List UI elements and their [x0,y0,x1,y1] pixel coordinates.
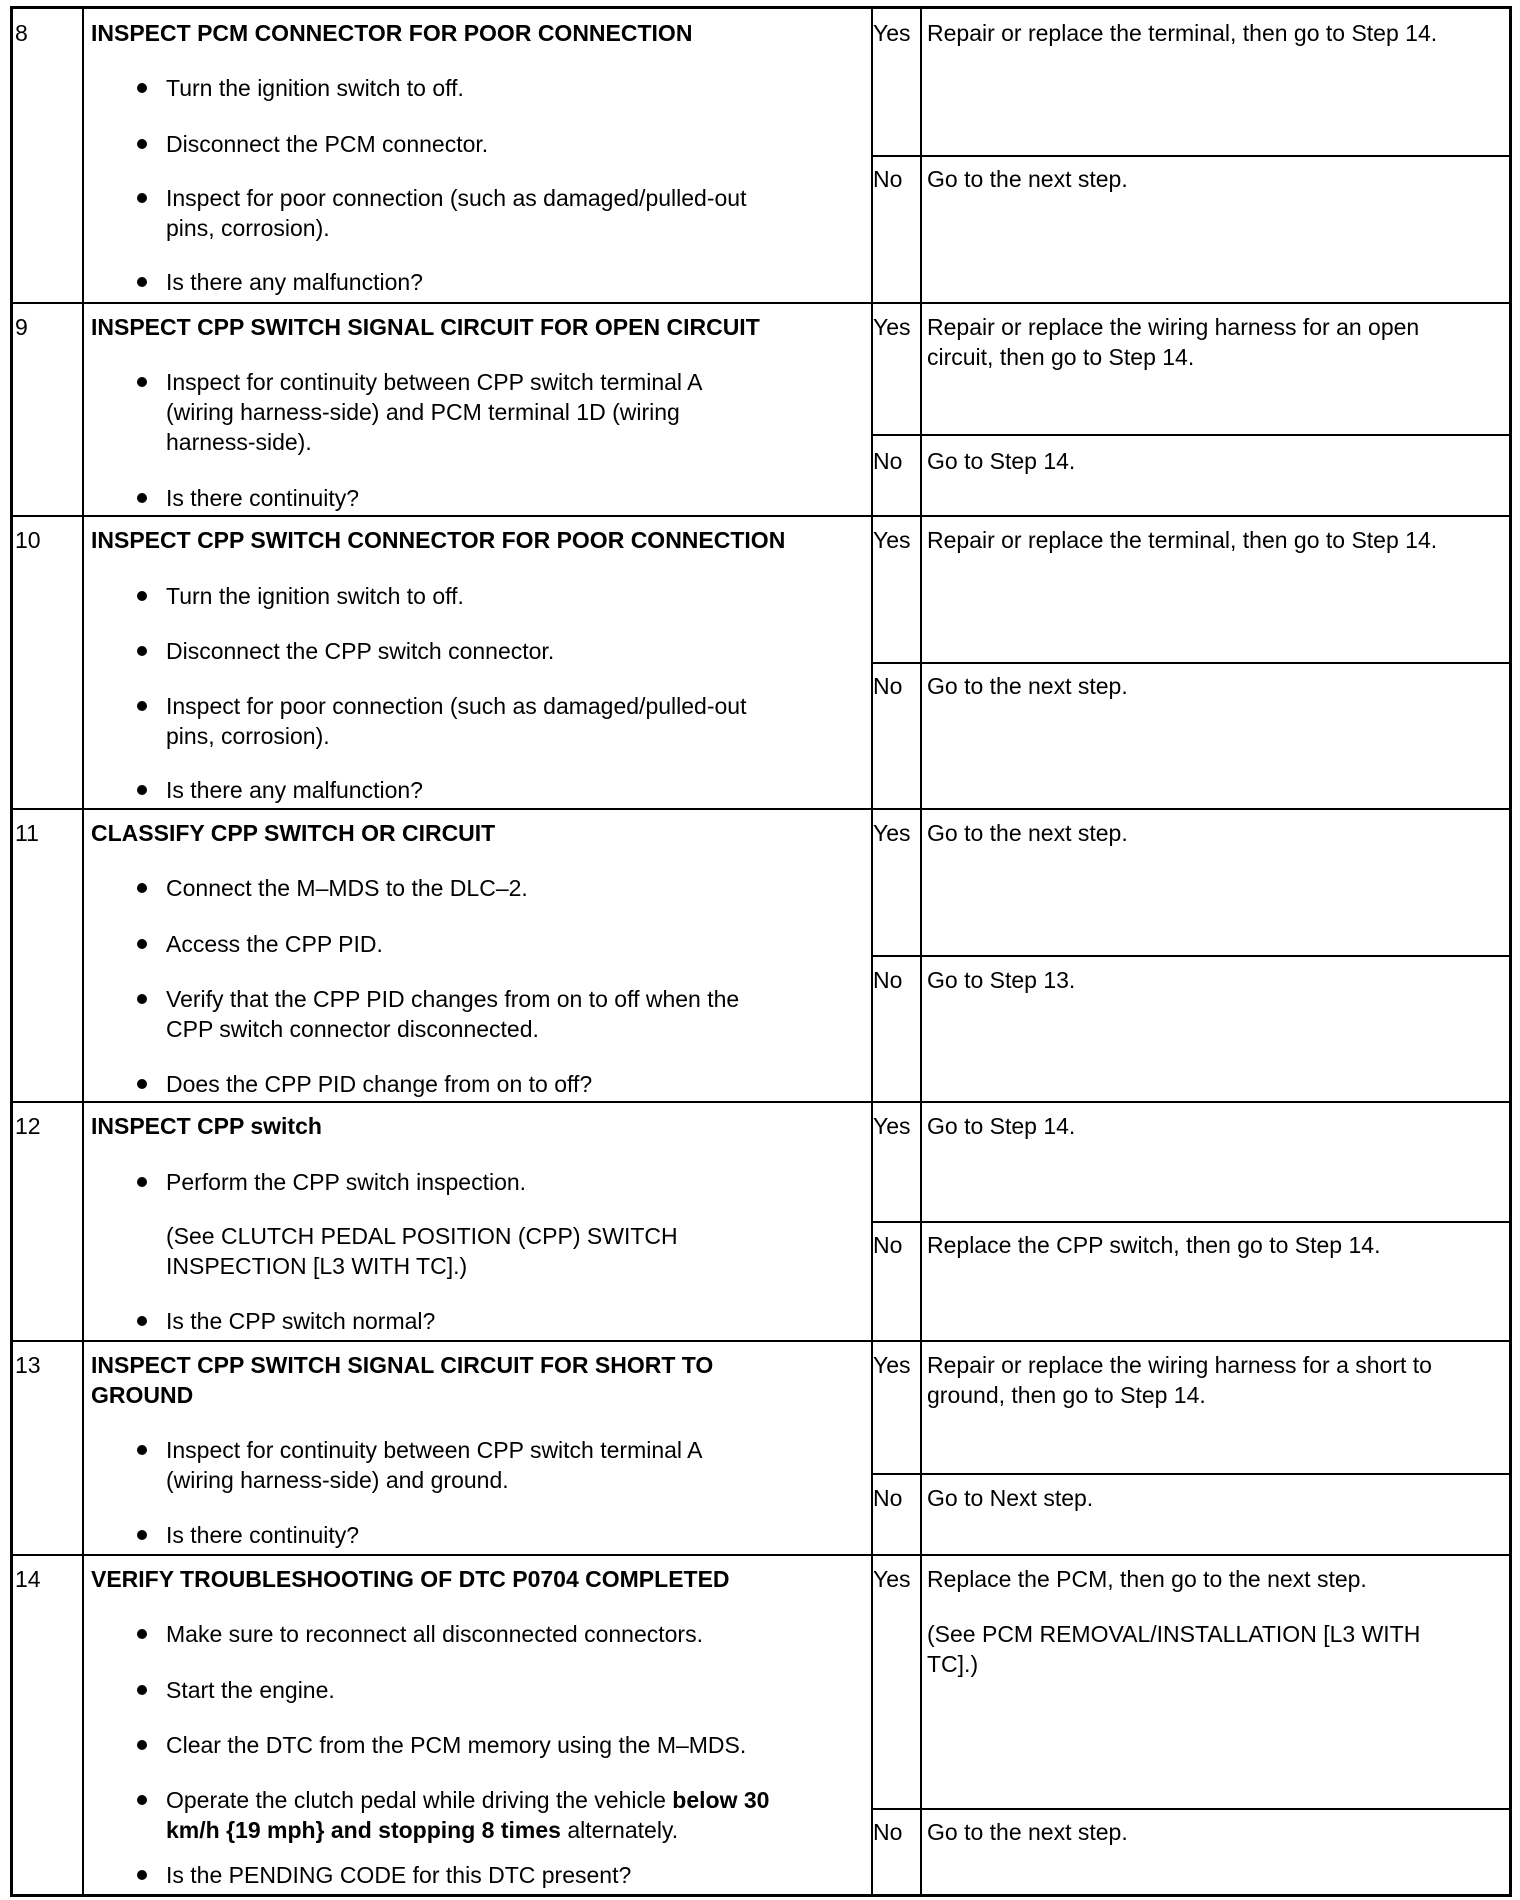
step-instruction: Perform the CPP switch inspection. [166,1169,527,1195]
yes-action: Go to Step 14. [927,1113,1076,1139]
no-action: Go to the next step. [927,673,1128,699]
yes-label: Yes [873,1566,911,1592]
step-instruction: Verify that the CPP PID changes from on to off when the [166,986,740,1012]
troubleshooting-table [10,6,1512,1897]
bullet-icon [137,939,147,949]
no-label: No [873,1819,903,1845]
column-divider [920,9,922,1894]
yes-action: Repair or replace the wiring harness for an open [927,314,1420,340]
bullet-icon [137,1177,147,1187]
bullet-icon [137,493,147,503]
yes-no-divider [871,434,1509,436]
step-question: Is there any malfunction? [166,269,423,295]
step-instruction: Operate the clutch pedal while driving the vehicle below 30 [166,1787,770,1813]
yes-no-divider [871,955,1509,957]
bullet-icon [137,591,147,601]
yes-action: ground, then go to Step 14. [927,1382,1206,1408]
step-instruction: Inspect for continuity between CPP switch terminal A [166,1437,703,1463]
step-title: INSPECT CPP SWITCH CONNECTOR FOR POOR CONNECTION [91,527,786,553]
no-label: No [873,673,903,699]
yes-label: Yes [873,314,911,340]
step-question: Is there continuity? [166,485,360,511]
step-instruction: Connect the M–MDS to the DLC–2. [166,875,528,901]
step-title: GROUND [91,1382,194,1408]
step-instruction: Make sure to reconnect all disconnected connectors. [166,1621,703,1647]
row-divider [13,1340,1509,1342]
bullet-icon [137,1445,147,1455]
bullet-icon [137,377,147,387]
row-divider [13,808,1509,810]
step-instruction: Turn the ignition switch to off. [166,75,464,101]
no-action: Go to Next step. [927,1485,1094,1511]
yes-label: Yes [873,20,911,46]
bullet-icon [137,701,147,711]
bullet-icon [137,785,147,795]
step-title: INSPECT CPP SWITCH SIGNAL CIRCUIT FOR SHORT TO [91,1352,714,1378]
step-instruction: pins, corrosion). [166,723,330,749]
yes-action: Go to the next step. [927,820,1128,846]
yes-action: Replace the PCM, then go to the next step. [927,1566,1367,1592]
row-divider [13,302,1509,304]
step-instruction: Inspect for poor connection (such as damaged/pulled-out [166,185,747,211]
yes-no-divider [871,155,1509,157]
bullet-icon [137,277,147,287]
yes-action: Repair or replace the wiring harness for a short to [927,1352,1432,1378]
bullet-icon [137,994,147,1004]
step-question: Is the CPP switch normal? [166,1308,436,1334]
step-reference: (See CLUTCH PEDAL POSITION (CPP) SWITCH [166,1223,678,1249]
step-title: VERIFY TROUBLESHOOTING OF DTC P0704 COMPLETED [91,1566,730,1592]
step-instruction: (wiring harness-side) and ground. [166,1467,509,1493]
column-divider [871,9,873,1894]
yes-label: Yes [873,820,911,846]
step-reference: INSPECTION [L3 WITH TC].) [166,1253,468,1279]
step-number: 9 [15,314,28,340]
yes-reference: TC].) [927,1651,979,1677]
no-label: No [873,1485,903,1511]
no-action: Go to the next step. [927,1819,1128,1845]
bullet-icon [137,83,147,93]
step-instruction: CPP switch connector disconnected. [166,1016,539,1042]
step-instruction: (wiring harness-side) and PCM terminal 1D (wiring [166,399,680,425]
step-title: CLASSIFY CPP SWITCH OR CIRCUIT [91,820,496,846]
yes-no-divider [871,1473,1509,1475]
step-number: 10 [15,527,41,553]
step-question: Is the PENDING CODE for this DTC present? [166,1862,632,1888]
step-instruction: Inspect for continuity between CPP switch terminal A [166,369,703,395]
no-label: No [873,1232,903,1258]
no-label: No [873,967,903,993]
bullet-icon [137,883,147,893]
row-divider [13,515,1509,517]
bullet-icon [137,1870,147,1880]
bullet-icon [137,193,147,203]
step-instruction: Clear the DTC from the PCM memory using the M–MDS. [166,1732,747,1758]
bullet-icon [137,1079,147,1089]
step-instruction: Disconnect the PCM connector. [166,131,489,157]
bullet-icon [137,1795,147,1805]
step-question: Is there any malfunction? [166,777,423,803]
bullet-icon [137,646,147,656]
step-instruction: Start the engine. [166,1677,335,1703]
no-action: Go to Step 13. [927,967,1076,993]
step-instruction: Turn the ignition switch to off. [166,583,464,609]
step-number: 11 [15,820,39,846]
yes-no-divider [871,1221,1509,1223]
yes-label: Yes [873,527,911,553]
row-divider [13,1554,1509,1556]
yes-no-divider [871,662,1509,664]
step-number: 14 [15,1566,41,1592]
step-question: Does the CPP PID change from on to off? [166,1071,593,1097]
yes-no-divider [871,1808,1509,1810]
no-label: No [873,166,903,192]
step-number: 12 [15,1113,41,1139]
step-instruction: pins, corrosion). [166,215,330,241]
bullet-icon [137,1740,147,1750]
yes-label: Yes [873,1113,911,1139]
bullet-icon [137,139,147,149]
yes-label: Yes [873,1352,911,1378]
yes-action: Repair or replace the terminal, then go to Step 14. [927,527,1438,553]
step-instruction: Inspect for poor connection (such as damaged/pulled-out [166,693,747,719]
step-number: 13 [15,1352,41,1378]
no-action: Go to Step 14. [927,448,1076,474]
bullet-icon [137,1530,147,1540]
yes-action: circuit, then go to Step 14. [927,344,1195,370]
step-instruction: Access the CPP PID. [166,931,383,957]
step-instruction: km/h {19 mph} and stopping 8 times alternately. [166,1817,679,1843]
no-action: Go to the next step. [927,166,1128,192]
bullet-icon [137,1629,147,1639]
step-title: INSPECT CPP switch [91,1113,322,1139]
yes-reference: (See PCM REMOVAL/INSTALLATION [L3 WITH [927,1621,1421,1647]
row-divider [13,1101,1509,1103]
step-question: Is there continuity? [166,1522,360,1548]
yes-action: Repair or replace the terminal, then go to Step 14. [927,20,1438,46]
step-number: 8 [15,20,28,46]
step-instruction: Disconnect the CPP switch connector. [166,638,555,664]
bullet-icon [137,1316,147,1326]
bullet-icon [137,1685,147,1695]
step-title: INSPECT CPP SWITCH SIGNAL CIRCUIT FOR OPEN CIRCUIT [91,314,760,340]
column-divider [82,9,84,1894]
step-title: INSPECT PCM CONNECTOR FOR POOR CONNECTION [91,20,693,46]
no-action: Replace the CPP switch, then go to Step 14. [927,1232,1381,1258]
no-label: No [873,448,903,474]
step-instruction: harness-side). [166,429,312,455]
